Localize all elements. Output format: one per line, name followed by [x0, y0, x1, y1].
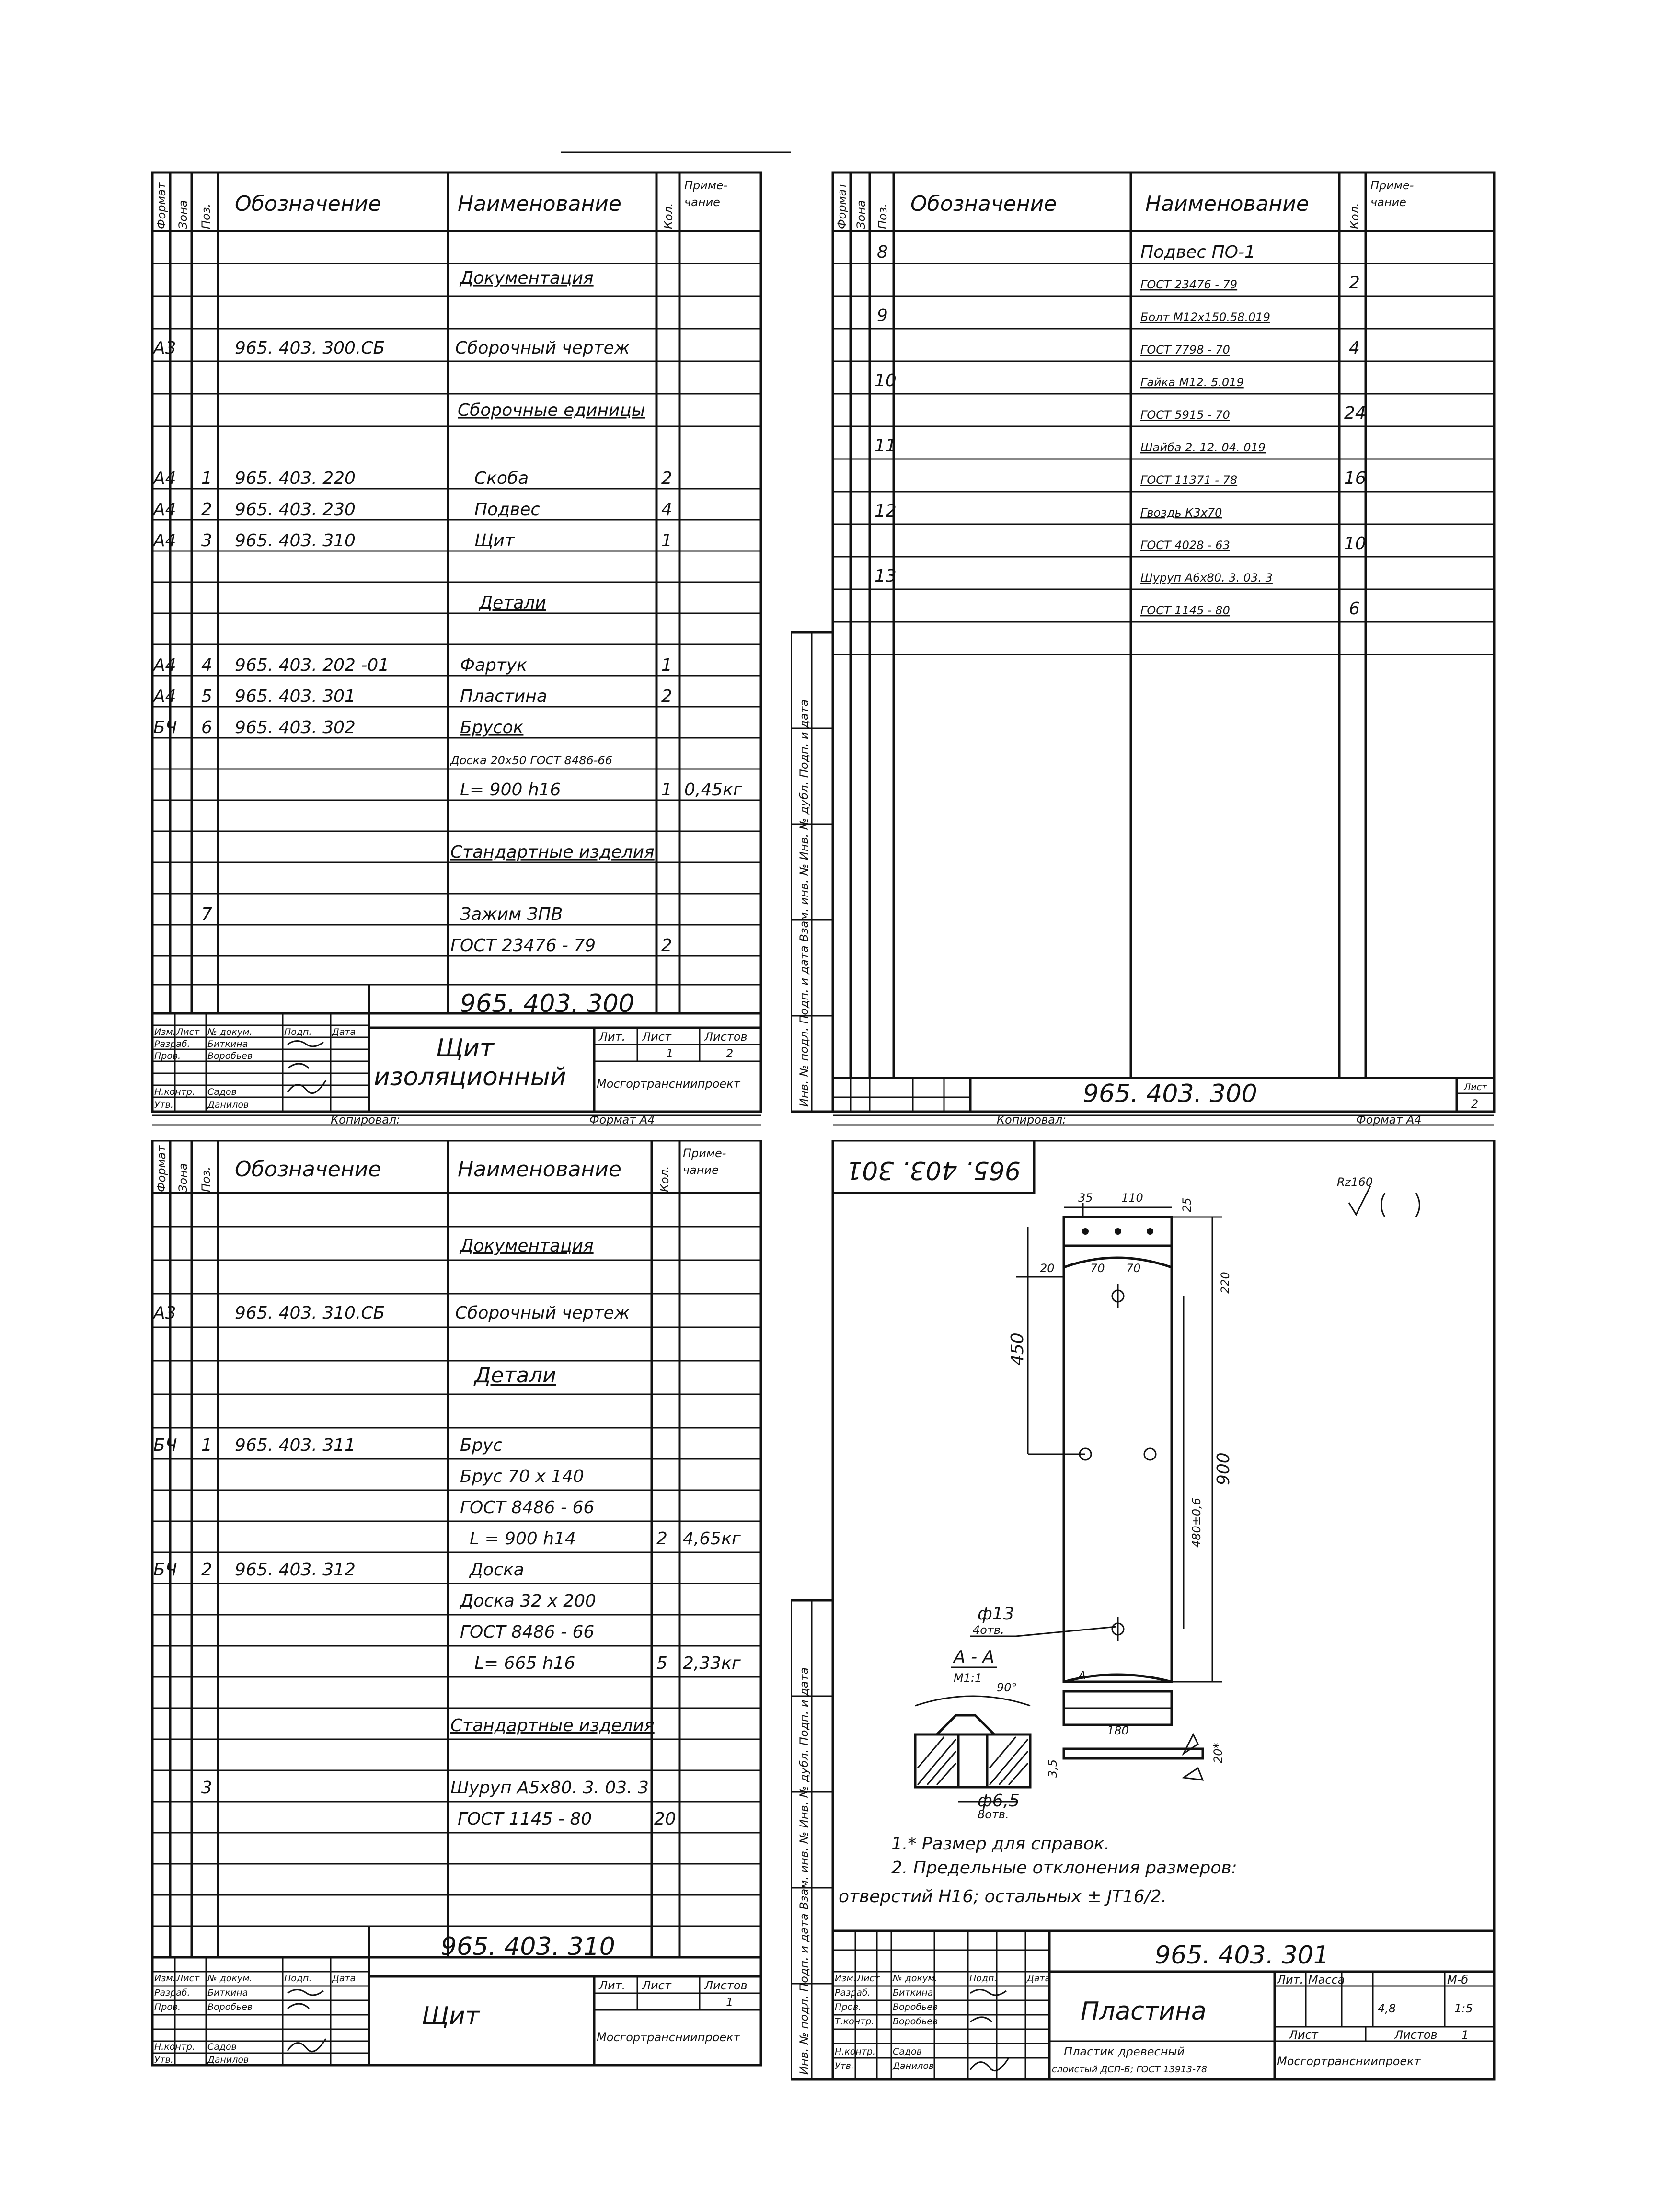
listov-val: 2 [726, 1047, 734, 1060]
section-heading: Документация [460, 268, 594, 288]
des: 965. 403. 302 [235, 718, 356, 737]
section-heading: Документация [460, 1236, 594, 1256]
izm: Изм. [154, 1973, 176, 1984]
name: Доска [470, 1560, 524, 1580]
notes [839, 1834, 1237, 1906]
pos: 10 [875, 371, 897, 390]
title-line2: изоляционный [374, 1063, 566, 1091]
ndoc: № докум. [207, 1027, 253, 1037]
listov: Листов [704, 1979, 748, 1992]
des: 965. 403. 220 [235, 469, 356, 488]
tkontr: Т.контр. [835, 2016, 875, 2027]
podp: Подп. [284, 1973, 312, 1984]
nkontr: Н.контр. [154, 2042, 196, 2052]
d220: 220 [1219, 1272, 1232, 1294]
name: ГОСТ 7798 - 70 [1140, 343, 1230, 356]
qty: 5 [656, 1653, 667, 1673]
fmt: А4 [153, 655, 176, 675]
qty: 1 [661, 531, 672, 551]
qty: 2 [656, 1529, 667, 1549]
sheet1-frame [152, 172, 761, 1112]
drawing-canvas [791, 1140, 1680, 2193]
qty: 10 [1344, 534, 1366, 553]
section-a-a [915, 1647, 1059, 1821]
sheet3-grid [0, 1140, 791, 2193]
data: Дата [332, 1027, 356, 1037]
hdr-name: Наименование [458, 192, 621, 216]
pos: 6 [201, 718, 212, 737]
utv: Утв. [835, 2061, 854, 2071]
pos: 9 [877, 306, 888, 325]
list: Лист [857, 1973, 880, 1984]
qty: 2 [661, 687, 672, 706]
d35b: 3,5 [1046, 1759, 1059, 1778]
listov-val: 1 [726, 1996, 734, 2009]
doc-number: 965. 403. 301 [1155, 1941, 1329, 1970]
prov: Пров. [835, 2002, 862, 2012]
des: 965. 403. 310.СБ [235, 1303, 385, 1323]
hdr-zone: Зона [176, 200, 190, 229]
ndoc: № докум. [893, 1973, 938, 1984]
d450: 450 [1008, 1332, 1027, 1366]
prov: Пров. [154, 2002, 181, 2012]
side-stamp: Инв. № подл. Подп. и дата Взам. инв. № Инв. № дубл. Подп. и дата [797, 1667, 811, 2075]
pos: 4 [201, 655, 212, 675]
mass: Масса [1308, 1973, 1345, 1986]
nkontr-name: Садов [207, 2042, 237, 2052]
lit: Лит. [1277, 1973, 1304, 1986]
fmt: БЧ [153, 718, 177, 737]
d35: 35 [1078, 1191, 1093, 1205]
name: ГОСТ 8486 - 66 [460, 1622, 595, 1642]
hole13n: 4отв. [973, 1623, 1004, 1637]
name: ГОСТ 1145 - 80 [1140, 604, 1230, 617]
name: Сборочный чертеж [455, 1303, 630, 1323]
prov-name: Воробьев [207, 2002, 253, 2012]
qty: 1 [661, 655, 672, 675]
name: L= 665 h16 [474, 1653, 575, 1673]
pos: 12 [875, 501, 897, 521]
list: Лист [642, 1979, 671, 1992]
masshtab: М-б [1447, 1973, 1469, 1986]
copied: Копировал: [997, 1113, 1067, 1126]
sheet1-grid [0, 0, 791, 1140]
name: ГОСТ 5915 - 70 [1140, 408, 1230, 422]
organization: Мосгортрансниипроект [597, 2031, 740, 2044]
list: Лист [642, 1030, 671, 1044]
fmt: А4 [153, 500, 176, 519]
sheet-specification-965-403-310 [0, 1140, 791, 2193]
hole13: ф13 [978, 1604, 1014, 1624]
hdr-format: Формат [155, 182, 168, 229]
section-heading: Детали [474, 1363, 556, 1388]
list: Лист [176, 1973, 200, 1984]
note2: чание [683, 1163, 719, 1177]
razrab: Разраб. [835, 1987, 871, 1998]
name: ГОСТ 1145 - 80 [458, 1809, 592, 1829]
name: Болт М12х150.58.019 [1140, 310, 1270, 324]
pos: 11 [875, 436, 897, 456]
note: 0,45кг [684, 780, 742, 800]
list: Лист [176, 1027, 200, 1037]
name: ГОСТ 11371 - 78 [1140, 473, 1238, 487]
pos: 1 [201, 1435, 212, 1455]
data: Дата [1027, 1973, 1051, 1984]
pos: Поз. [876, 203, 889, 229]
hdr-pos: Поз. [199, 203, 213, 229]
pos: 1 [201, 469, 212, 488]
name: Брусок [460, 718, 524, 737]
hole65: ф6,5 [978, 1791, 1020, 1811]
name: Гвоздь К3х70 [1140, 506, 1222, 519]
title-line1: Щит [422, 2002, 480, 2031]
note2: чание [1370, 195, 1406, 209]
plate-edge-view [1064, 1669, 1225, 1780]
pos: 3 [201, 1778, 212, 1798]
format: Формат [835, 182, 849, 229]
drawing-title: Пластина [1081, 1997, 1207, 2026]
name: L= 900 h16 [460, 780, 561, 800]
section-heading: Сборочные единицы [458, 401, 645, 420]
name: Шуруп А6х80. 3. 03. 3 [1140, 571, 1273, 585]
lit: Лит. [599, 1030, 626, 1044]
razrab: Разраб. [154, 1987, 190, 1998]
copied-label: Копировал: [331, 1113, 401, 1126]
fmt: А3 [153, 338, 176, 358]
des: 965. 403. 312 [235, 1560, 356, 1580]
note2: чание [684, 195, 720, 209]
nkontr: Н.контр. [154, 1087, 196, 1097]
nkontr-name: Садов [207, 1087, 237, 1097]
razrab: Разраб. [154, 1039, 190, 1049]
doc-number-rotated: 965. 403. 301 [846, 1156, 1021, 1184]
des: 965. 403. 301 [235, 687, 356, 706]
fmt: БЧ [153, 1435, 177, 1455]
note-3: отверстий Н16; остальных ± JT16/2. [839, 1887, 1167, 1906]
razrab-name: Биткина [207, 1039, 248, 1049]
list: Лист [1289, 2028, 1318, 2042]
des: 965. 403. 202 -01 [235, 655, 390, 675]
doc-number: 965. 403. 300 [460, 989, 634, 1018]
scale: М1:1 [954, 1671, 982, 1685]
plate-front-view [1064, 1217, 1172, 1682]
name: Брус [460, 1435, 503, 1455]
format-label: Формат А4 [589, 1113, 655, 1126]
listov: Листов [1394, 2028, 1438, 2042]
list-val: 2 [1471, 1097, 1479, 1111]
name: Гайка М12. 5.019 [1140, 376, 1244, 389]
qty: 6 [1349, 599, 1360, 619]
izm: Изм. [154, 1027, 176, 1037]
name: Скоба [474, 469, 529, 488]
name: Шуруп А5х80. 3. 03. 3 [450, 1778, 649, 1798]
name: Подвес ПО-1 [1140, 242, 1255, 262]
note: 4,65кг [683, 1529, 741, 1549]
section-heading: Детали [479, 593, 546, 613]
d25: 25 [1180, 1197, 1194, 1212]
pos: 3 [201, 531, 212, 551]
podp: Подп. [969, 1973, 997, 1984]
fmt: А4 [153, 687, 176, 706]
utv: Утв. [154, 2055, 173, 2065]
qty: 2 [661, 469, 672, 488]
name: Фартук [460, 655, 527, 675]
organization: Мосгортрансниипроект [597, 1077, 740, 1091]
zone: Зона [854, 200, 868, 229]
roughness-value: Rz160 [1337, 1175, 1373, 1189]
material-line2: слоистый ДСП-Б; ГОСТ 13913-78 [1052, 2064, 1208, 2075]
sec: А - А [954, 1647, 995, 1667]
lit: Лит. [599, 1979, 626, 1992]
signature [970, 2017, 992, 2022]
name: Щит [474, 531, 515, 551]
utv-name: Данилов [893, 2061, 934, 2071]
des: 965. 403. 310 [235, 531, 356, 551]
doc-number: 965. 403. 310 [441, 1932, 615, 1961]
d480: 480±0,6 [1190, 1497, 1203, 1548]
sheet4-frame [833, 1140, 1494, 2079]
section-heading: Стандартные изделия [450, 1716, 655, 1735]
utv-name: Данилов [207, 1100, 249, 1110]
roughness-icon [1349, 1186, 1420, 1217]
signature [970, 1990, 1006, 1996]
data: Дата [332, 1973, 356, 1984]
d70a: 70 [1090, 1262, 1105, 1275]
name: ГОСТ 23476 - 79 [1140, 278, 1238, 291]
pos: 2 [201, 1560, 212, 1580]
pos: 13 [875, 566, 897, 586]
name: Подвес [474, 500, 541, 519]
podp: Подп. [284, 1027, 312, 1037]
ndoc: № докум. [207, 1973, 253, 1984]
qty: 16 [1344, 469, 1366, 488]
d70b: 70 [1126, 1262, 1141, 1275]
format: Формат А4 [1356, 1113, 1422, 1126]
razrab-name: Биткина [893, 1987, 933, 1998]
fmt: А4 [153, 531, 176, 551]
secA: А [1078, 1669, 1086, 1682]
hdr-qty: Кол. [662, 203, 675, 229]
d900: 900 [1214, 1452, 1233, 1485]
scale-value: 1:5 [1454, 2002, 1473, 2015]
zone: Зона [176, 1163, 190, 1192]
signature [288, 1041, 323, 1047]
qty: 2 [1349, 273, 1360, 293]
name: Доска 32 х 200 [460, 1591, 596, 1611]
prov-name: Воробьев [207, 1051, 253, 1061]
name: Зажим ЗПВ [460, 905, 563, 924]
razrab-name: Биткина [207, 1987, 248, 1998]
qty: 4 [1349, 338, 1360, 358]
des: 965. 403. 311 [235, 1435, 356, 1455]
nkontr: Н.контр. [835, 2046, 876, 2057]
name: Наименование [458, 1157, 621, 1182]
pos: Поз. [199, 1166, 213, 1192]
sheet-specification-continuation [791, 0, 1680, 1140]
note-1: 1.* Размер для справок. [891, 1834, 1110, 1854]
listov: Листов [704, 1030, 748, 1044]
signature [288, 2004, 309, 2009]
signature [288, 1080, 326, 1093]
mass-value: 4,8 [1378, 2002, 1396, 2015]
d110: 110 [1121, 1191, 1143, 1205]
d180: 180 [1107, 1724, 1129, 1737]
listov-val: 1 [1461, 2028, 1469, 2042]
format: Формат [155, 1145, 168, 1192]
signature [288, 1064, 309, 1068]
qty: 4 [661, 500, 672, 519]
organization: Мосгортрансниипроект [1277, 2055, 1421, 2068]
hdr-designation: Обозначение [235, 192, 381, 216]
dimensions [970, 1191, 1233, 1682]
name: Доска 20х50 ГОСТ 8486-66 [450, 754, 612, 767]
name: ГОСТ 8486 - 66 [460, 1498, 595, 1517]
list-label: Лист [1464, 1082, 1487, 1092]
qty: Кол. [1348, 203, 1361, 229]
note-2: 2. Предельные отклонения размеров: [891, 1858, 1237, 1878]
fmt: А3 [153, 1303, 176, 1323]
qty: 2 [661, 936, 672, 955]
prov-name: Воробьев [893, 2002, 938, 2012]
prov: Пров. [154, 1051, 181, 1061]
qty: 20 [654, 1809, 676, 1829]
sheet2-grid [791, 0, 1680, 1140]
designation: Обозначение [235, 1157, 381, 1182]
note1: Приме- [683, 1147, 726, 1160]
ang: 90° [997, 1681, 1017, 1694]
sheet2-rows [875, 242, 1366, 619]
utv-name: Данилов [207, 2055, 249, 2065]
hole65n: 8отв. [978, 1808, 1009, 1821]
sheet-drawing-965-403-301 [791, 1140, 1680, 2193]
pos: 5 [201, 687, 212, 706]
list-val: 1 [666, 1047, 674, 1060]
note1: Приме- [1370, 179, 1414, 192]
material-line1: Пластик древесный [1064, 2045, 1185, 2058]
sheet-specification-965-403-300 [0, 0, 791, 1140]
item-name: Сборочный чертеж [455, 338, 630, 358]
tkontr-name: Воробьев [893, 2016, 938, 2027]
utv: Утв. [154, 1100, 173, 1110]
signature [970, 2058, 1009, 2071]
d20: 20 [1040, 1262, 1055, 1275]
name: Пластина [460, 687, 547, 706]
pos: 8 [877, 242, 888, 262]
des: 965. 403. 230 [235, 500, 356, 519]
qty: 24 [1344, 403, 1366, 423]
note: 2,33кг [683, 1653, 741, 1673]
fmt: БЧ [153, 1560, 177, 1580]
d20b: 20* [1211, 1743, 1225, 1763]
designation: 965. 403. 300.СБ [235, 338, 385, 358]
qty: Кол. [658, 1166, 671, 1192]
fmt: А4 [153, 469, 176, 488]
name: L = 900 h14 [470, 1529, 576, 1549]
qty: 1 [661, 780, 672, 800]
section-heading: Стандартные изделия [450, 842, 655, 862]
name: ГОСТ 4028 - 63 [1140, 539, 1230, 552]
name: Брус 70 х 140 [460, 1467, 584, 1486]
pos: 2 [201, 500, 212, 519]
izm: Изм. [835, 1973, 856, 1984]
title-line1: Щит [436, 1034, 494, 1063]
nkontr-name: Садов [893, 2046, 922, 2057]
name: ГОСТ 23476 - 79 [450, 936, 596, 955]
side-stamp: Инв. № подл. Подп. и дата Взам. инв. № Инв. № дубл. Подп. и дата [797, 699, 811, 1107]
hdr-note: Приме- [684, 179, 728, 192]
pos: 7 [201, 905, 212, 924]
designation: Обозначение [910, 192, 1057, 216]
signature [288, 1990, 323, 1996]
name: Шайба 2. 12. 04. 019 [1140, 441, 1266, 454]
doc-number: 965. 403. 300 [1083, 1079, 1257, 1108]
name: Наименование [1145, 192, 1309, 216]
